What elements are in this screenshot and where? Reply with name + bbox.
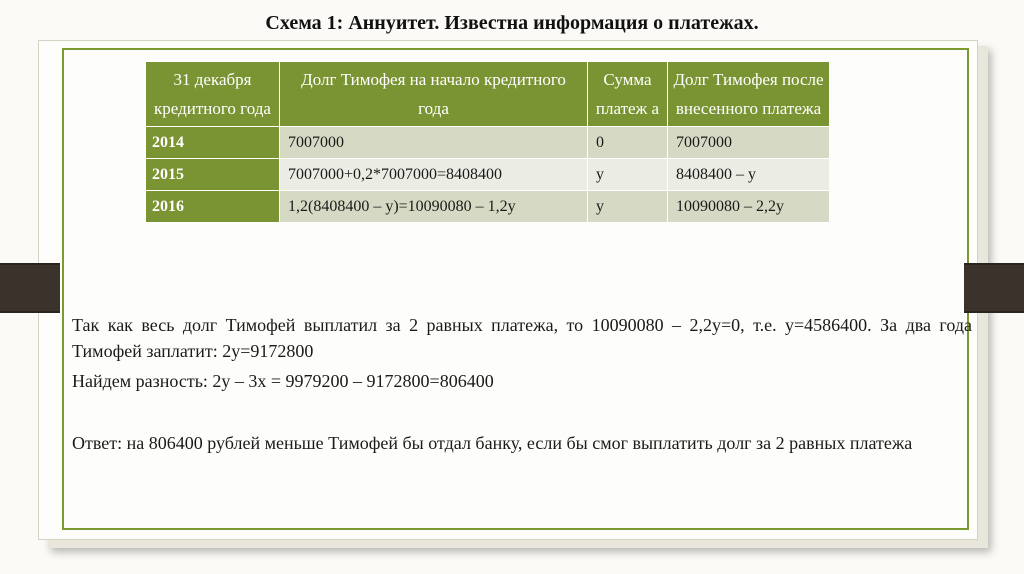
slide-title: Схема 1: Аннуитет. Известна информация о платежах. [265,12,759,34]
payment-schedule-table [145,61,830,223]
row-debt-after: 10090080 – 2,2y [668,191,830,223]
table-row [146,191,830,223]
header-debt-after: Долг Тимофея после внесенного платежа [668,62,830,127]
header-debt-start: Долг Тимофея на начало кредитного года [280,62,588,127]
row-year: 2014 [146,127,280,159]
row-debt-start: 7007000+0,2*7007000=8408400 [280,159,588,191]
table-row [146,159,830,191]
row-year: 2016 [146,191,280,223]
row-payment: y [588,159,668,191]
table-header-row [146,62,830,127]
row-debt-start: 7007000 [280,127,588,159]
row-payment: 0 [588,127,668,159]
left-side-bar [0,263,60,313]
row-debt-after: 8408400 – y [668,159,830,191]
difference-paragraph: Найдем разность: 2y – 3x = 9979200 – 9172800=806400 [72,371,494,391]
row-year: 2015 [146,159,280,191]
row-debt-start: 1,2(8408400 – y)=10090080 – 1,2y [280,191,588,223]
row-payment: y [588,191,668,223]
solution-paragraph: Так как весь долг Тимофей выплатил за 2 равных платежа, то 10090080 – 2,2y=0, т.е. y=4586400. За два года Тимофей заплатит: 2y=9172800 [72,315,972,361]
right-side-bar [964,263,1024,313]
row-debt-after: 7007000 [668,127,830,159]
header-payment: Сумма платеж а [588,62,668,127]
header-year: 31 декабря кредитного года [146,62,280,127]
answer-paragraph: Ответ: на 806400 рублей меньше Тимофей бы отдал банку, если бы смог выплатить долг за 2 равных платежа [72,433,913,453]
table-row [146,127,830,159]
